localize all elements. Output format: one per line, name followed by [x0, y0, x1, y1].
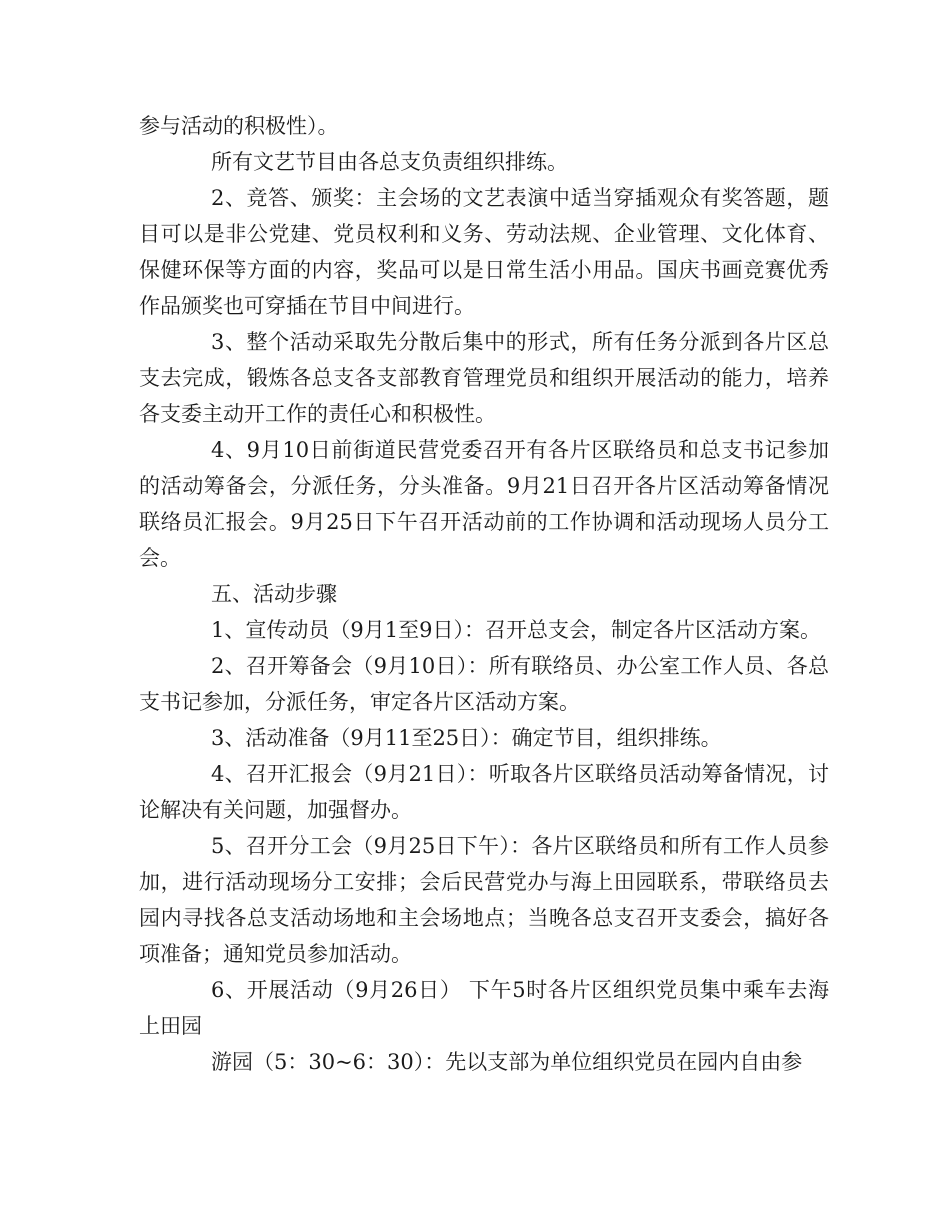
paragraph: 参与活动的积极性）。 — [139, 114, 339, 138]
paragraph: 4、9月10日前街道民营党委召开有各片区联络员和总支书记参加的活动筹备会，分派任务，分头准备。9月21日召开各片区活动筹备情况联络员汇报会。9月25日下午召开活动前的工作协调和活动现场人员分工会。 — [139, 438, 829, 570]
paragraph: 3、整个活动采取先分散后集中的形式，所有任务分派到各片区总支去完成，锻炼各总支各支部教育管理党员和组织开展活动的能力，培养各支委主动开工作的责任心和积极性。 — [139, 330, 829, 426]
paragraph: 5、召开分工会（9月25日下午）：各片区联络员和所有工作人员参加，进行活动现场分工安排；会后民营党办与海上田园联系，带联络员去园内寻找各总支活动场地和主会场地点；当晚各总支召开支委会，搞好各项准备；通知党员参加活动。 — [139, 834, 829, 966]
paragraph: 2、召开筹备会（9月10日）：所有联络员、办公室工作人员、各总支书记参加，分派任务，审定各片区活动方案。 — [139, 654, 829, 714]
document-body — [139, 108, 829, 1080]
paragraph: 6、开展活动（9月26日） 下午5时各片区组织党员集中乘车去海上田园 — [139, 978, 829, 1038]
paragraph: 游园（5：30~6：30）：先以支部为单位组织党员在园内自由参 — [211, 1050, 803, 1074]
section-heading: 五、活动步骤 — [211, 582, 337, 606]
paragraph: 4、召开汇报会（9月21日）：听取各片区联络员活动筹备情况，讨论解决有关问题，加强督办。 — [139, 762, 829, 822]
paragraph: 1、宣传动员（9月1至9日）：召开总支会，制定各片区活动方案。 — [211, 618, 821, 642]
paragraph: 2、竞答、颁奖：主会场的文艺表演中适当穿插观众有奖答题，题目可以是非公党建、党员权利和义务、劳动法规、企业管理、文化体育、保健环保等方面的内容，奖品可以是日常生活小用品。国庆书画竞赛优秀作品颁奖也可穿插在节目中间进行。 — [139, 186, 829, 318]
paragraph: 所有文艺节目由各总支负责组织排练。 — [211, 150, 568, 174]
paragraph: 3、活动准备（9月11至25日）：确定节目，组织排练。 — [211, 726, 722, 750]
